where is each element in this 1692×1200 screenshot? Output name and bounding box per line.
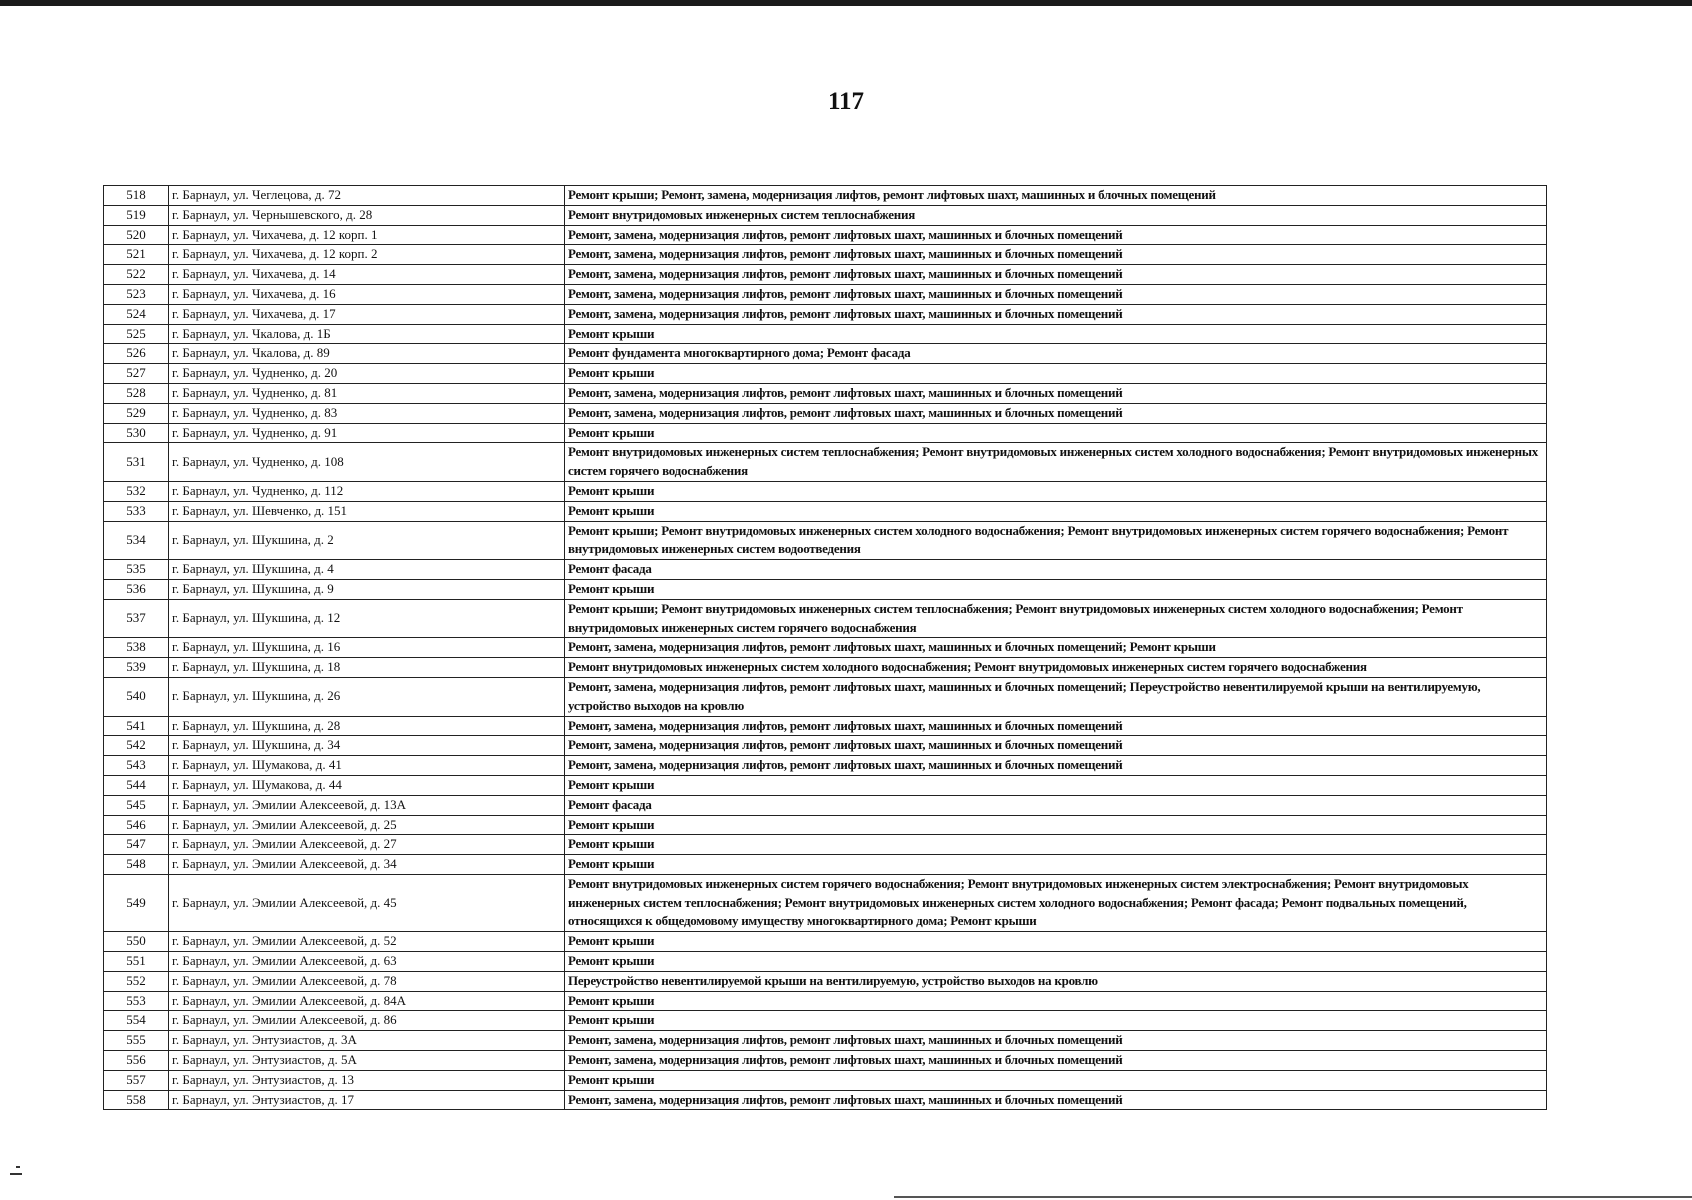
row-works: Ремонт, замена, модернизация лифтов, ремонт лифтовых шахт, машинных и блочных помещений bbox=[565, 225, 1547, 245]
row-address: г. Барнаул, ул. Шукшина, д. 2 bbox=[169, 521, 565, 560]
scan-bottom-line bbox=[894, 1196, 1692, 1198]
row-address: г. Барнаул, ул. Эмилии Алексеевой, д. 52 bbox=[169, 932, 565, 952]
table-row bbox=[104, 324, 1547, 344]
row-works: Ремонт крыши bbox=[565, 481, 1547, 501]
row-number: 528 bbox=[104, 383, 169, 403]
row-number: 525 bbox=[104, 324, 169, 344]
table-row bbox=[104, 756, 1547, 776]
row-number: 550 bbox=[104, 932, 169, 952]
table-row bbox=[104, 265, 1547, 285]
row-number: 523 bbox=[104, 284, 169, 304]
row-address: г. Барнаул, ул. Эмилии Алексеевой, д. 34 bbox=[169, 855, 565, 875]
row-number: 534 bbox=[104, 521, 169, 560]
row-number: 540 bbox=[104, 677, 169, 716]
row-number: 551 bbox=[104, 952, 169, 972]
row-works: Ремонт, замена, модернизация лифтов, ремонт лифтовых шахт, машинных и блочных помещений bbox=[565, 265, 1547, 285]
row-works: Ремонт крыши; Ремонт, замена, модернизация лифтов, ремонт лифтовых шахт, машинных и блочных помещений bbox=[565, 186, 1547, 206]
row-address: г. Барнаул, ул. Шукшина, д. 9 bbox=[169, 579, 565, 599]
row-works: Ремонт крыши bbox=[565, 324, 1547, 344]
table-row bbox=[104, 560, 1547, 580]
row-works: Ремонт внутридомовых инженерных систем холодного водоснабжения; Ремонт внутридомовых инженерных систем горячего водоснабжения bbox=[565, 658, 1547, 678]
table-row bbox=[104, 677, 1547, 716]
row-works: Ремонт, замена, модернизация лифтов, ремонт лифтовых шахт, машинных и блочных помещений bbox=[565, 736, 1547, 756]
row-works: Ремонт крыши bbox=[565, 835, 1547, 855]
table-row bbox=[104, 952, 1547, 972]
row-number: 542 bbox=[104, 736, 169, 756]
table-row bbox=[104, 795, 1547, 815]
table-row bbox=[104, 245, 1547, 265]
row-address: г. Барнаул, ул. Эмилии Алексеевой, д. 78 bbox=[169, 971, 565, 991]
row-address: г. Барнаул, ул. Чкалова, д. 1Б bbox=[169, 324, 565, 344]
row-works: Ремонт крыши bbox=[565, 579, 1547, 599]
row-works: Ремонт крыши bbox=[565, 775, 1547, 795]
row-number: 547 bbox=[104, 835, 169, 855]
row-address: г. Барнаул, ул. Шукшина, д. 28 bbox=[169, 716, 565, 736]
scan-mark bbox=[10, 1173, 22, 1175]
table-row bbox=[104, 443, 1547, 482]
scan-mark bbox=[16, 1166, 20, 1168]
row-address: г. Барнаул, ул. Эмилии Алексеевой, д. 45 bbox=[169, 874, 565, 931]
table-row bbox=[104, 1090, 1547, 1110]
table-row bbox=[104, 225, 1547, 245]
row-number: 539 bbox=[104, 658, 169, 678]
row-number: 518 bbox=[104, 186, 169, 206]
row-address: г. Барнаул, ул. Чернышевского, д. 28 bbox=[169, 205, 565, 225]
row-works: Ремонт, замена, модернизация лифтов, ремонт лифтовых шахт, машинных и блочных помещений bbox=[565, 403, 1547, 423]
row-works: Ремонт, замена, модернизация лифтов, ремонт лифтовых шахт, машинных и блочных помещений; Переустройство невентилируемой крыши на вентилируемую, устройство выходов на кровлю bbox=[565, 677, 1547, 716]
row-number: 526 bbox=[104, 344, 169, 364]
table-row bbox=[104, 932, 1547, 952]
row-address: г. Барнаул, ул. Чихачева, д. 16 bbox=[169, 284, 565, 304]
row-number: 538 bbox=[104, 638, 169, 658]
table-row bbox=[104, 658, 1547, 678]
table-row bbox=[104, 1031, 1547, 1051]
row-number: 533 bbox=[104, 501, 169, 521]
row-number: 536 bbox=[104, 579, 169, 599]
row-number: 521 bbox=[104, 245, 169, 265]
row-works: Ремонт, замена, модернизация лифтов, ремонт лифтовых шахт, машинных и блочных помещений bbox=[565, 383, 1547, 403]
row-works: Ремонт крыши; Ремонт внутридомовых инженерных систем холодного водоснабжения; Ремонт внутридомовых инженерных систем горячего водоснабжения; Ремонт внутридомовых инженерных систем водоотведения bbox=[565, 521, 1547, 560]
table-row bbox=[104, 1070, 1547, 1090]
row-works: Ремонт внутридомовых инженерных систем теплоснабжения bbox=[565, 205, 1547, 225]
row-works: Ремонт, замена, модернизация лифтов, ремонт лифтовых шахт, машинных и блочных помещений bbox=[565, 1031, 1547, 1051]
row-address: г. Барнаул, ул. Эмилии Алексеевой, д. 27 bbox=[169, 835, 565, 855]
row-works: Ремонт внутридомовых инженерных систем теплоснабжения; Ремонт внутридомовых инженерных систем холодного водоснабжения; Ремонт внутридомовых инженерных систем горячего водоснабжения bbox=[565, 443, 1547, 482]
row-works: Ремонт крыши bbox=[565, 932, 1547, 952]
row-address: г. Барнаул, ул. Чихачева, д. 14 bbox=[169, 265, 565, 285]
row-address: г. Барнаул, ул. Чудненко, д. 20 bbox=[169, 364, 565, 384]
row-number: 527 bbox=[104, 364, 169, 384]
row-address: г. Барнаул, ул. Эмилии Алексеевой, д. 13А bbox=[169, 795, 565, 815]
row-number: 558 bbox=[104, 1090, 169, 1110]
row-address: г. Барнаул, ул. Шукшина, д. 18 bbox=[169, 658, 565, 678]
table-row bbox=[104, 716, 1547, 736]
row-number: 522 bbox=[104, 265, 169, 285]
row-number: 529 bbox=[104, 403, 169, 423]
table-row bbox=[104, 579, 1547, 599]
table-row bbox=[104, 599, 1547, 638]
row-number: 530 bbox=[104, 423, 169, 443]
row-address: г. Барнаул, ул. Шумакова, д. 41 bbox=[169, 756, 565, 776]
row-number: 519 bbox=[104, 205, 169, 225]
row-address: г. Барнаул, ул. Чудненко, д. 83 bbox=[169, 403, 565, 423]
row-address: г. Барнаул, ул. Эмилии Алексеевой, д. 84А bbox=[169, 991, 565, 1011]
row-address: г. Барнаул, ул. Энтузиастов, д. 3А bbox=[169, 1031, 565, 1051]
table-row bbox=[104, 1011, 1547, 1031]
table-row bbox=[104, 855, 1547, 875]
row-works: Ремонт, замена, модернизация лифтов, ремонт лифтовых шахт, машинных и блочных помещений bbox=[565, 245, 1547, 265]
row-number: 537 bbox=[104, 599, 169, 638]
repair-register-table bbox=[103, 185, 1547, 1110]
row-address: г. Барнаул, ул. Энтузиастов, д. 13 bbox=[169, 1070, 565, 1090]
table-row bbox=[104, 481, 1547, 501]
row-number: 531 bbox=[104, 443, 169, 482]
row-works: Ремонт крыши bbox=[565, 991, 1547, 1011]
row-works: Ремонт фасада bbox=[565, 795, 1547, 815]
row-works: Ремонт, замена, модернизация лифтов, ремонт лифтовых шахт, машинных и блочных помещений bbox=[565, 1090, 1547, 1110]
row-number: 552 bbox=[104, 971, 169, 991]
row-works: Ремонт крыши bbox=[565, 364, 1547, 384]
row-works: Ремонт, замена, модернизация лифтов, ремонт лифтовых шахт, машинных и блочных помещений bbox=[565, 1051, 1547, 1071]
row-address: г. Барнаул, ул. Чихачева, д. 12 корп. 1 bbox=[169, 225, 565, 245]
table-row bbox=[104, 1051, 1547, 1071]
row-works: Ремонт крыши bbox=[565, 1070, 1547, 1090]
row-address: г. Барнаул, ул. Шукшина, д. 16 bbox=[169, 638, 565, 658]
table-row bbox=[104, 775, 1547, 795]
row-number: 553 bbox=[104, 991, 169, 1011]
row-works: Ремонт крыши bbox=[565, 855, 1547, 875]
row-address: г. Барнаул, ул. Чудненко, д. 112 bbox=[169, 481, 565, 501]
table-row bbox=[104, 186, 1547, 206]
row-address: г. Барнаул, ул. Эмилии Алексеевой, д. 63 bbox=[169, 952, 565, 972]
page-number: 117 bbox=[827, 88, 865, 115]
row-address: г. Барнаул, ул. Шевченко, д. 151 bbox=[169, 501, 565, 521]
row-number: 555 bbox=[104, 1031, 169, 1051]
row-number: 524 bbox=[104, 304, 169, 324]
row-number: 532 bbox=[104, 481, 169, 501]
row-number: 520 bbox=[104, 225, 169, 245]
table-row bbox=[104, 364, 1547, 384]
row-works: Ремонт фасада bbox=[565, 560, 1547, 580]
row-address: г. Барнаул, ул. Энтузиастов, д. 17 bbox=[169, 1090, 565, 1110]
row-address: г. Барнаул, ул. Эмилии Алексеевой, д. 25 bbox=[169, 815, 565, 835]
row-number: 543 bbox=[104, 756, 169, 776]
row-number: 556 bbox=[104, 1051, 169, 1071]
table-row bbox=[104, 991, 1547, 1011]
row-number: 546 bbox=[104, 815, 169, 835]
table-row bbox=[104, 815, 1547, 835]
table-row bbox=[104, 423, 1547, 443]
table-row bbox=[104, 638, 1547, 658]
row-works: Ремонт крыши bbox=[565, 501, 1547, 521]
row-number: 545 bbox=[104, 795, 169, 815]
row-address: г. Барнаул, ул. Шукшина, д. 12 bbox=[169, 599, 565, 638]
table-row bbox=[104, 736, 1547, 756]
row-works: Ремонт крыши bbox=[565, 1011, 1547, 1031]
table-row bbox=[104, 521, 1547, 560]
table-row bbox=[104, 304, 1547, 324]
row-address: г. Барнаул, ул. Шукшина, д. 4 bbox=[169, 560, 565, 580]
row-number: 549 bbox=[104, 874, 169, 931]
row-address: г. Барнаул, ул. Энтузиастов, д. 5А bbox=[169, 1051, 565, 1071]
row-works: Ремонт фундамента многоквартирного дома; Ремонт фасада bbox=[565, 344, 1547, 364]
row-works: Ремонт внутридомовых инженерных систем горячего водоснабжения; Ремонт внутридомовых инженерных систем электроснабжения; Ремонт внутридомовых инженерных систем теплоснабжения; Ремонт внутридомовых инженерных систем холодного водоснабжения; Ремонт фасада; Ремонт подвальных помещений, относящихся к общедомовому имуществу многоквартирного дома; Ремонт крыши bbox=[565, 874, 1547, 931]
row-address: г. Барнаул, ул. Эмилии Алексеевой, д. 86 bbox=[169, 1011, 565, 1031]
scan-top-border bbox=[0, 0, 1692, 6]
row-number: 544 bbox=[104, 775, 169, 795]
table-row bbox=[104, 501, 1547, 521]
table-row bbox=[104, 403, 1547, 423]
row-address: г. Барнаул, ул. Чудненко, д. 91 bbox=[169, 423, 565, 443]
row-number: 548 bbox=[104, 855, 169, 875]
row-works: Ремонт крыши bbox=[565, 423, 1547, 443]
row-number: 535 bbox=[104, 560, 169, 580]
row-works: Ремонт крыши; Ремонт внутридомовых инженерных систем теплоснабжения; Ремонт внутридомовых инженерных систем холодного водоснабжения; Ремонт внутридомовых инженерных систем горячего водоснабжения bbox=[565, 599, 1547, 638]
row-works: Ремонт крыши bbox=[565, 815, 1547, 835]
row-works: Ремонт, замена, модернизация лифтов, ремонт лифтовых шахт, машинных и блочных помещений bbox=[565, 284, 1547, 304]
row-address: г. Барнаул, ул. Чеглецова, д. 72 bbox=[169, 186, 565, 206]
row-address: г. Барнаул, ул. Шумакова, д. 44 bbox=[169, 775, 565, 795]
row-address: г. Барнаул, ул. Чкалова, д. 89 bbox=[169, 344, 565, 364]
row-number: 541 bbox=[104, 716, 169, 736]
table-body bbox=[104, 186, 1547, 1110]
row-works: Ремонт, замена, модернизация лифтов, ремонт лифтовых шахт, машинных и блочных помещений bbox=[565, 716, 1547, 736]
table-row bbox=[104, 383, 1547, 403]
table-row bbox=[104, 284, 1547, 304]
table-row bbox=[104, 971, 1547, 991]
row-address: г. Барнаул, ул. Шукшина, д. 26 bbox=[169, 677, 565, 716]
row-works: Ремонт, замена, модернизация лифтов, ремонт лифтовых шахт, машинных и блочных помещений; Ремонт крыши bbox=[565, 638, 1547, 658]
row-works: Ремонт крыши bbox=[565, 952, 1547, 972]
row-number: 557 bbox=[104, 1070, 169, 1090]
row-address: г. Барнаул, ул. Шукшина, д. 34 bbox=[169, 736, 565, 756]
table-row bbox=[104, 205, 1547, 225]
row-address: г. Барнаул, ул. Чудненко, д. 108 bbox=[169, 443, 565, 482]
row-works: Переустройство невентилируемой крыши на вентилируемую, устройство выходов на кровлю bbox=[565, 971, 1547, 991]
row-address: г. Барнаул, ул. Чудненко, д. 81 bbox=[169, 383, 565, 403]
row-works: Ремонт, замена, модернизация лифтов, ремонт лифтовых шахт, машинных и блочных помещений bbox=[565, 304, 1547, 324]
table-row bbox=[104, 344, 1547, 364]
table-row bbox=[104, 874, 1547, 931]
row-address: г. Барнаул, ул. Чихачева, д. 17 bbox=[169, 304, 565, 324]
row-works: Ремонт, замена, модернизация лифтов, ремонт лифтовых шахт, машинных и блочных помещений bbox=[565, 756, 1547, 776]
row-number: 554 bbox=[104, 1011, 169, 1031]
table-row bbox=[104, 835, 1547, 855]
row-address: г. Барнаул, ул. Чихачева, д. 12 корп. 2 bbox=[169, 245, 565, 265]
